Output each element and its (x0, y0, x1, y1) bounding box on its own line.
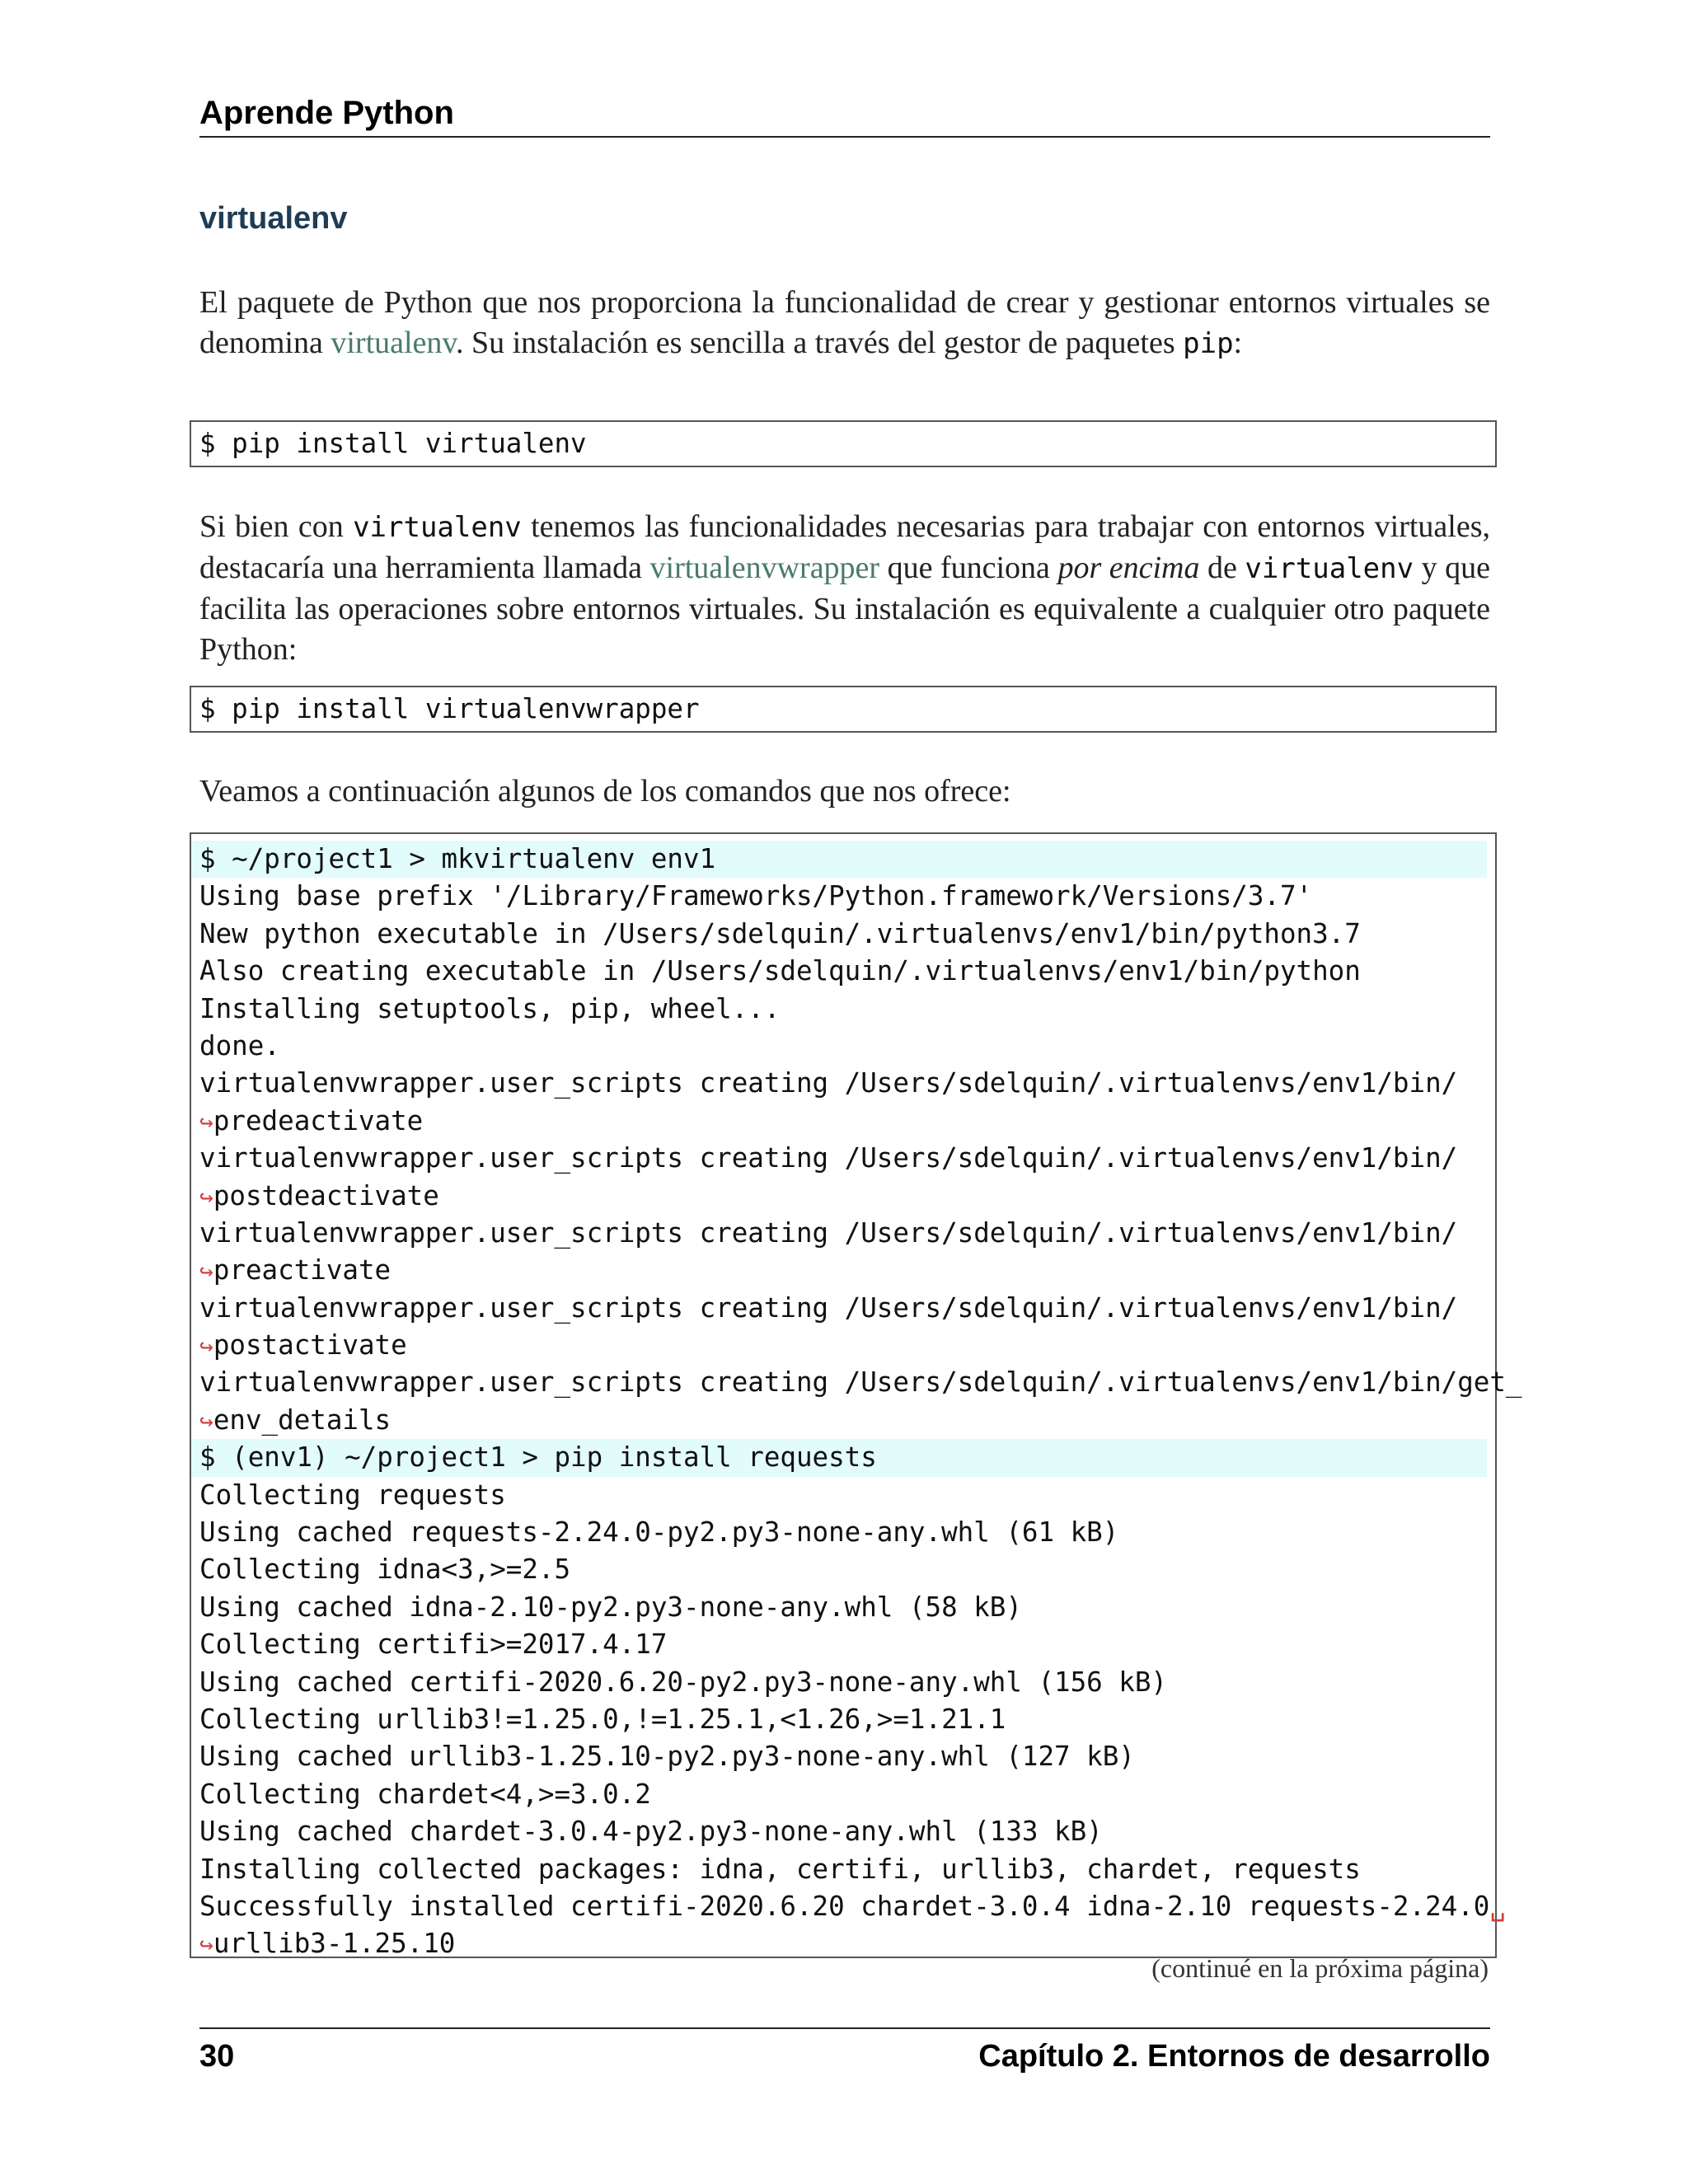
code-text: Using base prefix '/Library/Frameworks/Python.framework/Versions/3.7' (199, 880, 1313, 912)
running-header: Aprende Python (199, 95, 454, 131)
code-text: Using cached certifi-2020.6.20-py2.py3-none-any.whl (156 kB) (199, 1666, 1167, 1698)
output-line (191, 1178, 1495, 1215)
code-text: Using cached chardet-3.0.4-py2.py3-none-any.whl (133 kB) (199, 1816, 1103, 1848)
code-text: postdeactivate (213, 1179, 439, 1212)
virtualenv-code-2: virtualenv (1245, 552, 1414, 585)
line-continuation-icon: ↪ (199, 1108, 213, 1136)
para2-text-3: que funciona (879, 551, 1058, 585)
output-line (191, 1589, 1495, 1626)
code-text: predeactivate (213, 1104, 424, 1137)
code-text: urllib3-1.25.10 (213, 1928, 456, 1960)
paragraph-commands-intro: Veamos a continuación algunos de los comandos que nos ofrece: (199, 774, 1011, 808)
output-line (191, 1402, 1495, 1439)
code-text: Collecting certifi>=2017.4.17 (199, 1629, 668, 1661)
code-text: Collecting urllib3!=1.25.0,!=1.25.1,<1.26,>=1.21.1 (199, 1703, 1006, 1735)
command-line (191, 841, 1487, 878)
output-line (191, 1776, 1495, 1813)
output-line (191, 1140, 1495, 1177)
output-line (191, 1103, 1495, 1140)
para1-text-1: El paquete de Python que nos proporciona la funcionalidad de crear y gestionar entornos virtuales se denomina (199, 285, 1490, 360)
paragraph-intro (199, 283, 1490, 364)
code-text: Installing setuptools, pip, wheel... (199, 992, 781, 1024)
line-wrap-icon: ␣ (1489, 1890, 1506, 1922)
emphasis-text: por encima (1057, 551, 1200, 585)
code-text: Collecting chardet<4,>=3.0.2 (199, 1778, 651, 1810)
code-text: Collecting requests (199, 1479, 506, 1511)
code-text: virtualenvwrapper.user_scripts creating /Users/sdelquin/.virtualenvs/env1/bin/ (199, 1216, 1458, 1249)
output-line (191, 953, 1495, 990)
output-line (191, 991, 1495, 1028)
output-line (191, 1664, 1495, 1701)
code-text: virtualenvwrapper.user_scripts creating /Users/sdelquin/.virtualenvs/env1/bin/get_ (199, 1366, 1522, 1399)
para2-text-5: y que facilita las operaciones sobre entornos virtuales. Su instalación es equivalente a cualquier otro paquete Python: (199, 551, 1490, 667)
code-text: Using cached urllib3-1.25.10-py2.py3-none-any.whl (127 kB) (199, 1741, 1135, 1773)
code-text: $ ~/project1 > mkvirtualenv env1 (199, 843, 716, 874)
code-text: Using cached idna-2.10-py2.py3-none-any.whl (58 kB) (199, 1591, 1022, 1623)
output-line (191, 1290, 1495, 1327)
continued-note: (continué en la próxima página) (1151, 1953, 1489, 1983)
output-line (191, 1364, 1522, 1401)
code-text: Installing collected packages: idna, certifi, urllib3, chardet, requests (199, 1853, 1361, 1885)
code-text: Using cached requests-2.24.0-py2.py3-none-any.whl (61 kB) (199, 1516, 1119, 1549)
output-line (191, 1327, 1495, 1364)
output-line (191, 1215, 1495, 1252)
footer-divider (199, 2027, 1490, 2029)
output-line (191, 1477, 1495, 1514)
header-divider (199, 136, 1490, 138)
code-block-install-virtualenvwrapper (190, 686, 1497, 733)
line-continuation-icon: ↪ (199, 1183, 213, 1211)
code-text: virtualenvwrapper.user_scripts creating /Users/sdelquin/.virtualenvs/env1/bin/ (199, 1142, 1458, 1174)
para2-text-2: tenemos las funcionalidades necesarias para trabajar con entornos virtuales, destacaría una herramienta llamada (199, 509, 1491, 585)
code-text: virtualenvwrapper.user_scripts creating /Users/sdelquin/.virtualenvs/env1/bin/ (199, 1291, 1458, 1324)
line-continuation-icon: ↪ (199, 1258, 213, 1286)
line-continuation-icon: ↪ (199, 1333, 213, 1361)
output-line (191, 1028, 1495, 1065)
output-line (191, 1514, 1495, 1551)
line-continuation-icon: ↪ (199, 1931, 213, 1959)
output-line (191, 1813, 1495, 1850)
code-text: Also creating executable in /Users/sdelquin/.virtualenvs/env1/bin/python (199, 955, 1361, 987)
para1-text-3: : (1233, 326, 1243, 360)
code-text: done. (199, 1029, 280, 1062)
output-line (191, 1252, 1495, 1289)
code-text: env_details (213, 1404, 392, 1436)
code-text: virtualenvwrapper.user_scripts creating /Users/sdelquin/.virtualenvs/env1/bin/ (199, 1067, 1458, 1099)
output-line (191, 1888, 1506, 1925)
code-text: preactivate (213, 1254, 392, 1286)
para1-text-2: . Su instalación es sencilla a través del gestor de paquetes (455, 326, 1184, 360)
page-number: 30 (199, 2039, 235, 2074)
code-line: $ pip install virtualenvwrapper (199, 693, 700, 724)
output-line (191, 1851, 1495, 1888)
code-text: Collecting idna<3,>=2.5 (199, 1554, 571, 1586)
code-text: Successfully installed certifi-2020.6.20 chardet-3.0.4 idna-2.10 requests-2.24.0 (199, 1890, 1490, 1922)
output-line (191, 916, 1495, 953)
code-text: $ (env1) ~/project1 > pip install requests (199, 1441, 877, 1474)
output-line (191, 1626, 1495, 1663)
code-line: $ pip install virtualenv (199, 428, 587, 459)
virtualenvwrapper-link[interactable]: virtualenvwrapper (649, 551, 880, 585)
para2-text-4: de (1199, 551, 1245, 585)
output-line (191, 1065, 1495, 1102)
output-line (191, 1701, 1495, 1738)
output-line (191, 1551, 1495, 1588)
section-title: virtualenv (199, 201, 348, 236)
line-continuation-icon: ↪ (199, 1407, 213, 1435)
code-text: New python executable in /Users/sdelquin/.virtualenvs/env1/bin/python3.7 (199, 917, 1361, 949)
code-block-install-virtualenv (190, 420, 1497, 467)
virtualenv-link[interactable]: virtualenv (331, 326, 456, 360)
virtualenv-code: virtualenv (353, 511, 522, 544)
chapter-title: Capítulo 2. Entornos de desarrollo (978, 2039, 1490, 2074)
paragraph-virtualenvwrapper (199, 507, 1490, 670)
pip-code: pip (1183, 327, 1234, 360)
code-block-terminal-session (190, 832, 1522, 1960)
output-line (191, 878, 1495, 915)
code-text: postactivate (213, 1329, 407, 1361)
para2-text-1: Si bien con (199, 509, 354, 544)
output-line (191, 1738, 1495, 1775)
command-line (191, 1439, 1487, 1476)
